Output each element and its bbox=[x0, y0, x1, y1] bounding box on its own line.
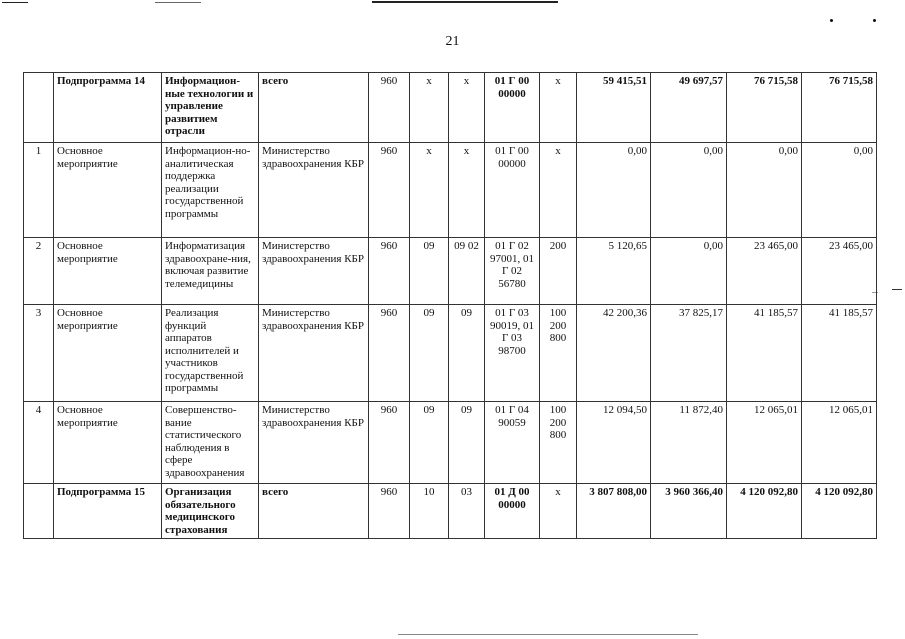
cell-target-article: 01 Г 00 00000 bbox=[485, 73, 540, 143]
cell-section: 09 bbox=[410, 402, 449, 484]
row-name: Организация обязательного медицинского страхования bbox=[162, 484, 259, 539]
row-name: Реализация функций аппаратов исполнителей и участников государственной программы bbox=[162, 305, 259, 402]
table-row bbox=[24, 484, 877, 539]
scan-artifact-line bbox=[2, 2, 28, 3]
row-name: Информатизация здравоохране-ния, включая развитие телемедицины bbox=[162, 238, 259, 305]
cell-year-1: 3 807 808,00 bbox=[577, 484, 651, 539]
cell-section: 10 bbox=[410, 484, 449, 539]
scan-artifact-dot bbox=[830, 19, 833, 22]
row-index: 1 bbox=[24, 143, 54, 238]
cell-target-article: 01 Г 04 90059 bbox=[485, 402, 540, 484]
row-index: 2 bbox=[24, 238, 54, 305]
cell-grbs: 960 bbox=[369, 73, 410, 143]
table-row bbox=[24, 238, 877, 305]
scan-artifact-line bbox=[155, 2, 201, 3]
cell-subsection: 09 bbox=[449, 305, 485, 402]
cell-year-3: 4 120 092,80 bbox=[727, 484, 802, 539]
cell-year-1: 42 200,36 bbox=[577, 305, 651, 402]
table-row bbox=[24, 305, 877, 402]
row-name: Информацион-но-аналитическая поддержка реализации государственной программы bbox=[162, 143, 259, 238]
cell-section: 09 bbox=[410, 305, 449, 402]
row-executor: Министерство здравоохранения КБР bbox=[259, 143, 369, 238]
cell-expense-type: 100 200 800 bbox=[540, 305, 577, 402]
cell-target-article: 01 Г 03 90019, 01 Г 03 98700 bbox=[485, 305, 540, 402]
cell-expense-type: x bbox=[540, 143, 577, 238]
cell-subsection: 09 bbox=[449, 402, 485, 484]
cell-section: x bbox=[410, 73, 449, 143]
cell-grbs: 960 bbox=[369, 305, 410, 402]
cell-subsection: 09 02 bbox=[449, 238, 485, 305]
table-row bbox=[24, 143, 877, 238]
row-kind: Подпрограмма 14 bbox=[54, 73, 162, 143]
cell-year-3: 41 185,57 bbox=[727, 305, 802, 402]
row-executor: Министерство здравоохранения КБР bbox=[259, 305, 369, 402]
row-executor: всего bbox=[259, 484, 369, 539]
row-kind: Подпрограмма 15 bbox=[54, 484, 162, 539]
cell-grbs: 960 bbox=[369, 238, 410, 305]
cell-grbs: 960 bbox=[369, 402, 410, 484]
cell-year-4: 4 120 092,80 bbox=[802, 484, 877, 539]
cell-year-4: 76 715,58 bbox=[802, 73, 877, 143]
cell-year-2: 3 960 366,40 bbox=[651, 484, 727, 539]
scan-artifact-line bbox=[372, 1, 558, 3]
cell-year-1: 59 415,51 bbox=[577, 73, 651, 143]
row-kind: Основное мероприятие bbox=[54, 238, 162, 305]
scan-artifact-line bbox=[398, 634, 698, 635]
row-kind: Основное мероприятие bbox=[54, 143, 162, 238]
cell-year-1: 5 120,65 bbox=[577, 238, 651, 305]
cell-section: 09 bbox=[410, 238, 449, 305]
cell-target-article: 01 Д 00 00000 bbox=[485, 484, 540, 539]
cell-expense-type: 200 bbox=[540, 238, 577, 305]
cell-subsection: 03 bbox=[449, 484, 485, 539]
cell-year-1: 12 094,50 bbox=[577, 402, 651, 484]
cell-year-4: 0,00 bbox=[802, 143, 877, 238]
cell-grbs: 960 bbox=[369, 143, 410, 238]
cell-year-3: 23 465,00 bbox=[727, 238, 802, 305]
row-executor: всего bbox=[259, 73, 369, 143]
cell-year-2: 0,00 bbox=[651, 143, 727, 238]
cell-year-4: 41 185,57 bbox=[802, 305, 877, 402]
cell-year-3: 76 715,58 bbox=[727, 73, 802, 143]
cell-section: x bbox=[410, 143, 449, 238]
cell-subsection: x bbox=[449, 143, 485, 238]
cell-year-2: 0,00 bbox=[651, 238, 727, 305]
cell-year-4: 12 065,01 bbox=[802, 402, 877, 484]
cell-expense-type: 100 200 800 bbox=[540, 402, 577, 484]
row-index bbox=[24, 484, 54, 539]
table-row bbox=[24, 73, 877, 143]
table-row bbox=[24, 402, 877, 484]
cell-year-3: 0,00 bbox=[727, 143, 802, 238]
cell-year-2: 37 825,17 bbox=[651, 305, 727, 402]
cell-year-2: 49 697,57 bbox=[651, 73, 727, 143]
cell-year-1: 0,00 bbox=[577, 143, 651, 238]
row-executor: Министерство здравоохранения КБР bbox=[259, 238, 369, 305]
row-executor: Министерство здравоохранения КБР bbox=[259, 402, 369, 484]
row-index: 4 bbox=[24, 402, 54, 484]
row-name: Совершенство-вание статистического наблюдения в сфере здравоохранения bbox=[162, 402, 259, 484]
budget-table bbox=[23, 72, 877, 539]
cell-year-4: 23 465,00 bbox=[802, 238, 877, 305]
row-index: 3 bbox=[24, 305, 54, 402]
page-number: 21 bbox=[445, 34, 460, 49]
cell-expense-type: x bbox=[540, 73, 577, 143]
row-index bbox=[24, 73, 54, 143]
cell-target-article: 01 Г 00 00000 bbox=[485, 143, 540, 238]
cell-subsection: x bbox=[449, 73, 485, 143]
scan-artifact-dash bbox=[892, 289, 902, 290]
cell-expense-type: x bbox=[540, 484, 577, 539]
cell-year-2: 11 872,40 bbox=[651, 402, 727, 484]
row-kind: Основное мероприятие bbox=[54, 402, 162, 484]
cell-year-3: 12 065,01 bbox=[727, 402, 802, 484]
cell-grbs: 960 bbox=[369, 484, 410, 539]
row-name: Информацион-ные технологии и управление развитием отрасли bbox=[162, 73, 259, 143]
cell-target-article: 01 Г 02 97001, 01 Г 02 56780 bbox=[485, 238, 540, 305]
scan-artifact-dot bbox=[873, 19, 876, 22]
row-kind: Основное мероприятие bbox=[54, 305, 162, 402]
